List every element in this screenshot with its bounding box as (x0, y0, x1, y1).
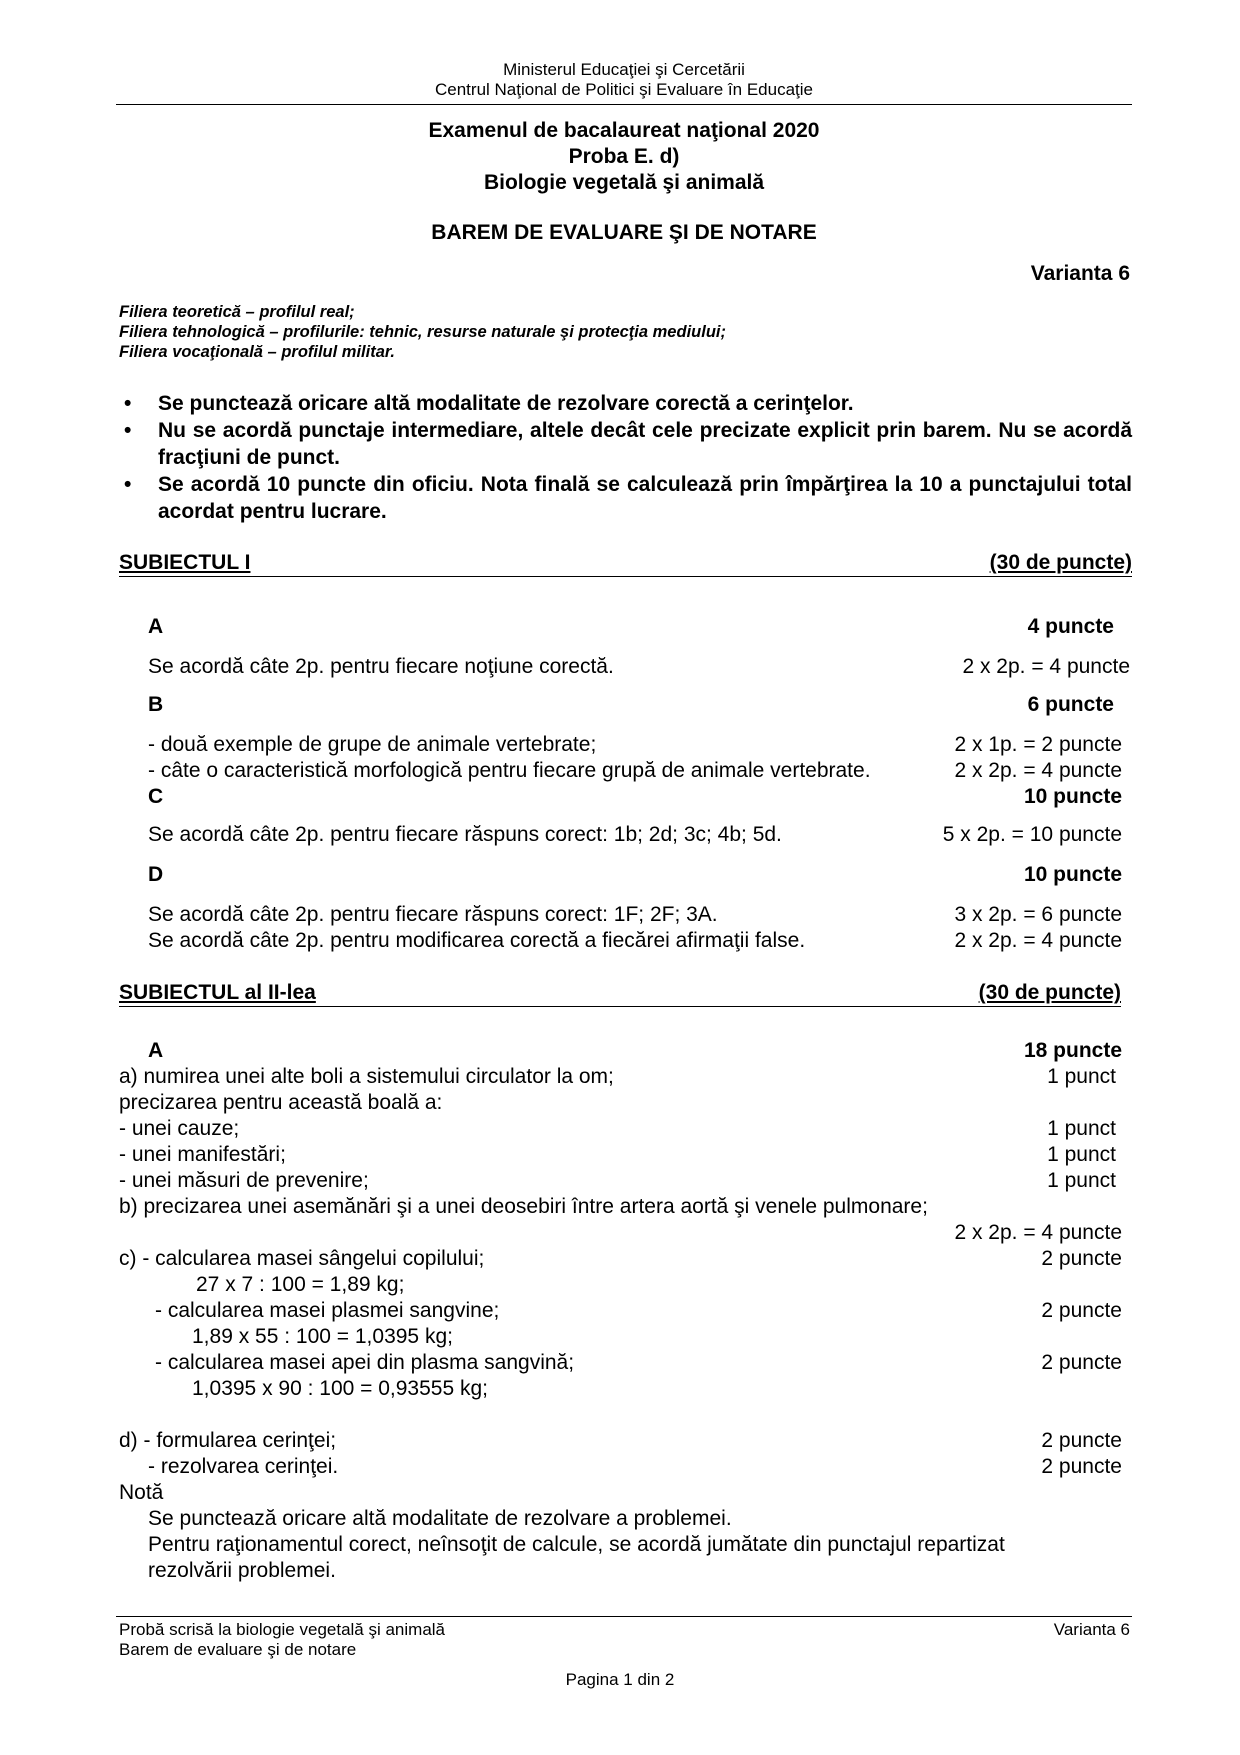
s1-d-line1: Se acordă câte 2p. pentru fiecare răspuns corect: 1F; 2F; 3A. (148, 903, 718, 926)
subiect1-heading (119, 550, 1132, 577)
subiect2-points: (30 de puncte) (978, 981, 1121, 1004)
s1-b-line2: - câte o caracteristică morfologică pentru fiecare grupă de animale vertebrate. (148, 759, 871, 782)
s1-b-score2: 2 x 2p. = 4 puncte (954, 759, 1122, 782)
s2-d2-score: 2 puncte (1041, 1455, 1122, 1478)
subiect1-label: SUBIECTUL I (119, 551, 251, 574)
barem-title: BAREM DE EVALUARE ŞI DE NOTARE (431, 221, 817, 244)
s1-d-points: 10 puncte (1023, 863, 1122, 886)
s2-a4-score: 1 punct (1047, 1143, 1116, 1166)
header-divider (116, 104, 1132, 105)
s1-b-line1: - două exemple de grupe de animale vertebrate; (148, 733, 597, 756)
s2-a5-score: 1 punct (1047, 1169, 1116, 1192)
footer-left2: Barem de evaluare şi de notare (119, 1640, 357, 1659)
variant-label: Varianta 6 (1030, 262, 1130, 285)
subiect2-label: SUBIECTUL al II-lea (119, 981, 316, 1004)
s1-d-line2: Se acordă câte 2p. pentru modificarea corectă a fiecărei afirmaţii false. (148, 929, 806, 952)
s2-b1: b) precizarea unei asemănări şi a unei deosebiri între artera aortă şi venele pulmonare; (119, 1195, 928, 1218)
s2-d2: - rezolvarea cerinţei. (148, 1455, 339, 1478)
s2-c1: c) - calcularea masei sângelui copilului; (119, 1247, 485, 1270)
filiera-item: Filiera vocaţională – profilul militar. (119, 343, 395, 361)
footer-divider (116, 1616, 1132, 1617)
s1-b-points: 6 puncte (1027, 693, 1114, 716)
s1-a-text: Se acordă câte 2p. pentru fiecare noţiune corectă. (148, 655, 614, 678)
bullet-icon: • (124, 392, 132, 415)
filiera-item: Filiera tehnologică – profilurile: tehnic, resurse naturale şi protecţia mediului; (119, 323, 726, 341)
s2-c3: - calcularea masei plasmei sangvine; (155, 1299, 500, 1322)
bullet-icon: • (124, 419, 132, 442)
ministry-name: Ministerul Educaţiei şi Cercetării (503, 60, 745, 79)
filiera-list (119, 302, 726, 362)
s1-c-label: C (148, 785, 164, 808)
s2-a-points: 18 puncte (1023, 1039, 1122, 1062)
s2-b1-score: 2 x 2p. = 4 puncte (954, 1221, 1122, 1244)
s1-d-label: D (148, 863, 164, 886)
footer-variant: Varianta 6 (1053, 1620, 1130, 1639)
s2-nota-line2: Pentru raţionamentul corect, neînsoţit de calcule, se acordă jumătate din punctajul repartizat (148, 1533, 1005, 1556)
bullet-icon: • (124, 473, 132, 496)
s1-a-points: 4 puncte (1027, 615, 1114, 638)
s2-c5: - calcularea masei apei din plasma sangvină; (155, 1351, 575, 1374)
s2-c1-score: 2 puncte (1041, 1247, 1122, 1270)
exam-subject: Biologie vegetală şi animală (483, 171, 765, 194)
page-number: Pagina 1 din 2 (565, 1670, 675, 1689)
s2-d1-score: 2 puncte (1041, 1429, 1122, 1452)
s1-d-score1: 3 x 2p. = 6 puncte (954, 903, 1122, 926)
s1-a-label: A (148, 615, 164, 638)
filiera-item: Filiera teoretică – profilul real; (119, 303, 355, 321)
s2-a5: - unei măsuri de prevenire; (119, 1169, 369, 1192)
rule-item: • Se acordă 10 puncte din oficiu. Nota finală se calculează prin împărţirea la 10 a punctajului total acordat pentru lucrare. (124, 473, 1132, 523)
s1-a-score: 2 x 2p. = 4 puncte (962, 655, 1130, 678)
s2-nota-label: Notă (119, 1481, 164, 1504)
s2-a3-score: 1 punct (1047, 1117, 1116, 1140)
s2-a3: - unei cauze; (119, 1117, 240, 1140)
s2-nota-line1: Se punctează oricare altă modalitate de rezolvare a problemei. (148, 1507, 732, 1530)
s2-nota-line3: rezolvării problemei. (148, 1559, 336, 1582)
subiect2-heading (119, 980, 1121, 1007)
s2-a4: - unei manifestări; (119, 1143, 286, 1166)
s2-c4: 1,89 x 55 : 100 = 1,0395 kg; (192, 1325, 453, 1348)
s2-c3-score: 2 puncte (1041, 1299, 1122, 1322)
s2-a1-score: 1 punct (1047, 1065, 1116, 1088)
s2-c6: 1,0395 x 90 : 100 = 0,93555 kg; (192, 1377, 488, 1400)
s2-a-label: A (148, 1039, 164, 1062)
rule-item: • Se punctează oricare altă modalitate de rezolvare corectă a cerinţelor. (124, 392, 854, 415)
s1-c-score: 5 x 2p. = 10 puncte (942, 823, 1122, 846)
subiect1-points: (30 de puncte) (989, 551, 1132, 574)
s2-a2: precizarea pentru această boală a: (119, 1091, 443, 1114)
center-name: Centrul Naţional de Politici şi Evaluare în Educaţie (435, 80, 813, 99)
s1-d-score2: 2 x 2p. = 4 puncte (954, 929, 1122, 952)
s1-c-text: Se acordă câte 2p. pentru fiecare răspuns corect: 1b; 2d; 3c; 4b; 5d. (148, 823, 782, 846)
s2-d1: d) - formularea cerinţei; (119, 1429, 337, 1452)
s2-c5-score: 2 puncte (1041, 1351, 1122, 1374)
s2-a1: a) numirea unei alte boli a sistemului circulator la om; (119, 1065, 614, 1088)
s1-b-score1: 2 x 1p. = 2 puncte (954, 733, 1122, 756)
exam-proba: Proba E. d) (568, 145, 680, 168)
s1-c-points: 10 puncte (1023, 785, 1122, 808)
footer-left1: Probă scrisă la biologie vegetală şi animală (119, 1620, 446, 1639)
s1-b-label: B (148, 693, 164, 716)
general-rules (120, 390, 1132, 525)
s2-c2: 27 x 7 : 100 = 1,89 kg; (196, 1273, 405, 1296)
exam-title: Examenul de bacalaureat naţional 2020 (428, 119, 820, 142)
rule-item: • Nu se acordă punctaje intermediare, altele decât cele precizate explicit prin barem. Nu se acordă fracţiuni de punct. (124, 419, 1132, 469)
